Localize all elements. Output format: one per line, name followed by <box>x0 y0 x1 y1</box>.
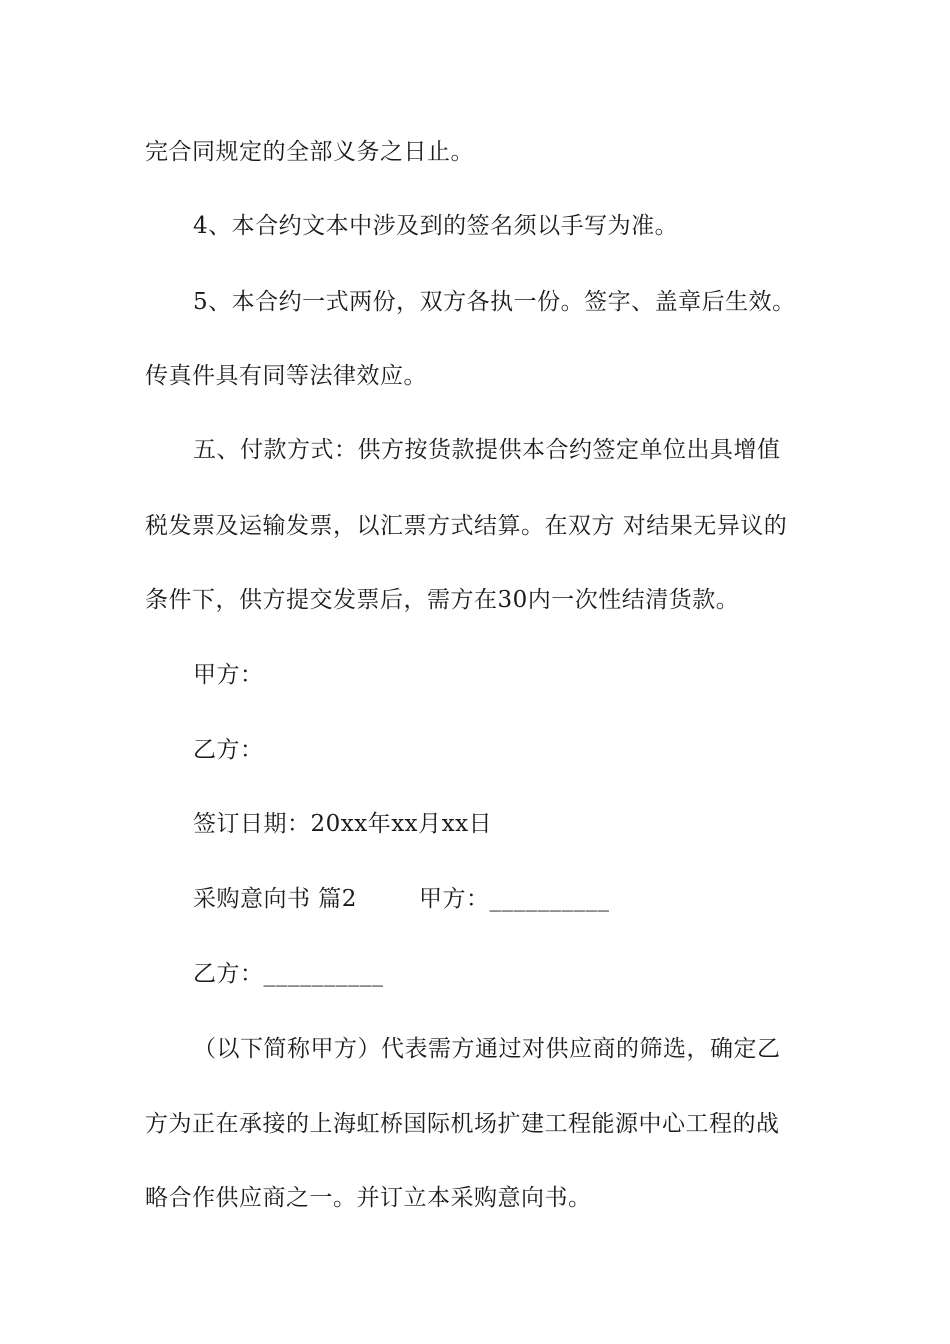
party-b-blank: __________ <box>263 961 384 987</box>
signing-date: 签订日期：20xx年xx月xx日 <box>193 811 493 837</box>
party-b-label: 乙方： <box>193 737 264 763</box>
text-line: 税发票及运输发票，以汇票方式结算。在双方 对结果无异议的 <box>145 513 788 539</box>
text-line: 方为正在承接的上海虹桥国际机场扩建工程能源中心工程的战 <box>145 1111 780 1137</box>
text-line: 4、本合约文本中涉及到的签名须以手写为准。 <box>193 213 679 239</box>
text-line: 传真件具有同等法律效应。 <box>145 363 427 389</box>
text-line: 完合同规定的全部义务之日止。 <box>145 139 474 165</box>
text-line: 5、本合约一式两份，双方各执一份。签字、盖章后生效。 <box>193 289 796 315</box>
section-heading: 采购意向书 篇2 <box>193 886 357 912</box>
section-heading-row <box>193 884 609 914</box>
text-line: （以下简称甲方）代表需方通过对供应商的筛选，确定乙 <box>193 1036 781 1062</box>
party-b-label: 乙方： <box>193 961 264 987</box>
party-a-label: 甲方： <box>418 886 490 912</box>
party-b-row <box>193 959 384 989</box>
party-a-blank: __________ <box>489 886 610 912</box>
text-line: 条件下，供方提交发票后，需方在30内一次性结清货款。 <box>145 587 740 613</box>
text-line: 略合作供应商之一。并订立本采购意向书。 <box>145 1185 592 1211</box>
party-a-label: 甲方： <box>193 662 264 688</box>
text-line: 五、付款方式：供方按货款提供本合约签定单位出具增值 <box>193 437 781 463</box>
